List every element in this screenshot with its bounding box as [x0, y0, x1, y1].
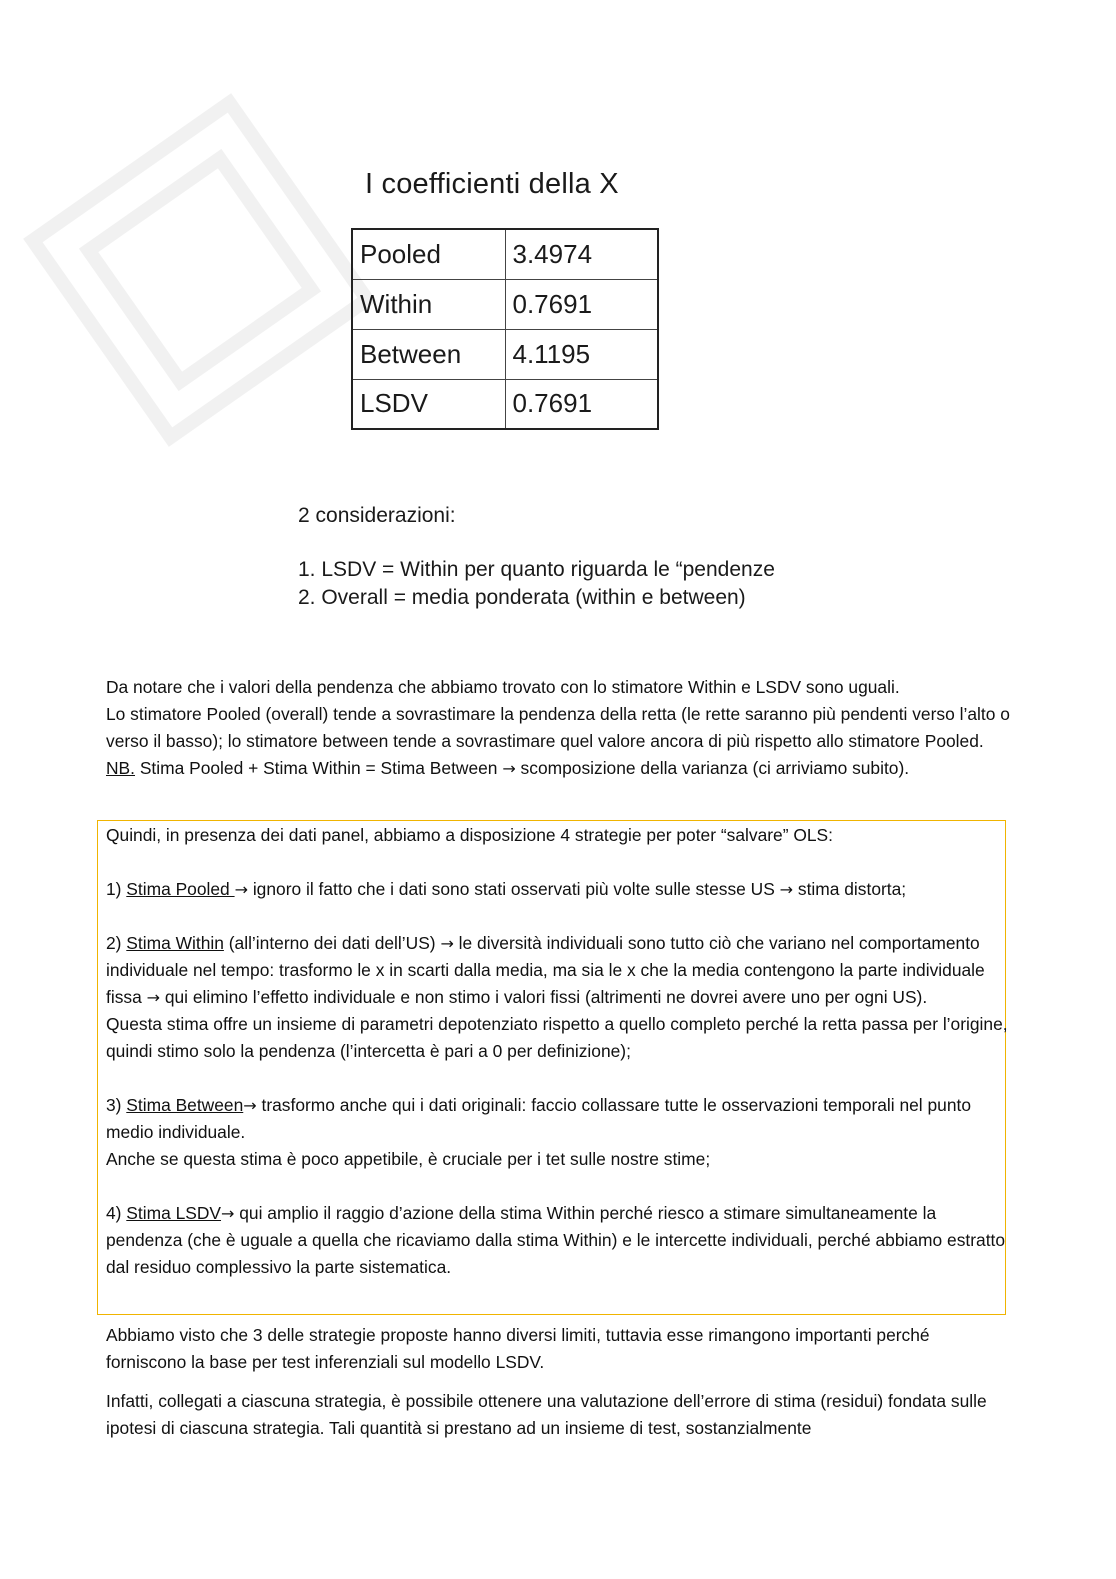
consideration-item: 2. Overall = media ponderata (within e between) [298, 586, 746, 609]
strategy-between [106, 1092, 1011, 1146]
table-row [352, 279, 658, 329]
row-value: 3.4974 [505, 229, 658, 279]
figure-title: I coefficienti della X [365, 168, 619, 200]
table-row [352, 379, 658, 429]
table-row [352, 229, 658, 279]
strategy-between-note: Anche se questa stima è poco appetibile, è cruciale per i tet sulle nostre stime; [106, 1149, 711, 1169]
strategy-label: Stima Between [126, 1095, 244, 1115]
strategy-text: le diversità individuali sono tutto ciò che variano nel comportamento individuale nel tempo: trasformo le x in scarti dalla media, ma sia le x che la media contengono la parte individuale fissa [106, 933, 985, 1007]
strategy-text: trasformo anche qui i dati originali: faccio collassare tutte le osservazioni temporali nel punto medio individuale. [106, 1095, 972, 1142]
row-label: Pooled [352, 229, 505, 279]
strategy-number: 4) [106, 1203, 127, 1223]
strategy-lsdv [106, 1200, 1011, 1281]
strategy-within [106, 930, 1011, 1011]
arrow-icon: → [221, 1204, 235, 1223]
strategy-within-note: Questa stima offre un insieme di parametri depotenziato rispetto a quello completo perché la retta passa per l’origine, quindi stimo solo la pendenza (l’intercetta è pari a 0 per definizione); [106, 1014, 1008, 1061]
strategy-pooled [106, 876, 1011, 903]
strategy-number: 2) [106, 933, 127, 953]
strategy-number: 1) [106, 879, 127, 899]
closing-paragraph: Infatti, collegati a ciascuna strategia, è possibile ottenere una valutazione dell’errore di stima (residui) fondata sulle ipotesi di ciascuna strategia. Tali quantità si prestano ad un insieme di test, sostanzialmente [106, 1391, 987, 1438]
row-value: 0.7691 [505, 279, 658, 329]
arrow-icon: → [146, 988, 160, 1007]
row-label: Between [352, 329, 505, 379]
strategy-label: Stima LSDV [126, 1203, 222, 1223]
strategy-text: qui elimino l’effetto individuale e non stimo i valori fissi (altrimenti ne dovrei avere uno per ogni US). [160, 987, 928, 1007]
arrow-icon: → [779, 880, 794, 899]
intro-line: Da notare che i valori della pendenza che abbiamo trovato con lo stimatore Within e LSDV sono uguali. [106, 677, 900, 697]
strategy-text: ignoro il fatto che i dati sono stati osservati più volte sulle stesse US [247, 879, 780, 899]
watermark-logo [20, 60, 380, 480]
row-value: 0.7691 [505, 379, 658, 429]
row-label: LSDV [352, 379, 505, 429]
closing-paragraphs [106, 1322, 1011, 1454]
nb-note [106, 755, 1011, 782]
nb-text: Stima Pooled + Stima Within = Stima Between [135, 758, 503, 778]
arrow-icon: → [502, 759, 516, 778]
table-row [352, 329, 658, 379]
strategy-label: Stima Pooled [126, 879, 235, 899]
strategy-label: Stima Within [126, 933, 224, 953]
considerations-title: 2 considerazioni: [298, 504, 456, 527]
arrow-icon: → [234, 880, 248, 899]
nb-label: NB. [106, 758, 135, 778]
strategy-text: stima distorta; [793, 879, 907, 899]
consideration-item: 1. LSDV = Within per quanto riguarda le “pendenze [298, 558, 775, 581]
arrow-icon: → [243, 1096, 257, 1115]
nb-text: scomposizione della varianza (ci arriviamo subito). [515, 758, 910, 778]
strategy-number: 3) [106, 1095, 127, 1115]
row-label: Within [352, 279, 505, 329]
coefficients-table [351, 228, 659, 430]
strategy-text: qui amplio il raggio d’azione della stima Within perché riesco a stimare simultaneamente la pendenza (che è uguale a quella che ricaviamo dalla stima Within) e le intercette individuali, perché abbiamo estratto dal residuo complessivo la parte sistematica. [106, 1203, 1006, 1277]
intro-paragraph [106, 674, 1011, 782]
strategy-text: (all’interno dei dati dell’US) [223, 933, 441, 953]
intro-line: Lo stimatore Pooled (overall) tende a sovrastimare la pendenza della retta (le rette saranno più pendenti verso l’alto o verso il basso); lo stimatore between tende a sovrastimare quel valore ancora di più rispetto allo stimatore Pooled. [106, 704, 1010, 751]
arrow-icon: → [440, 934, 454, 953]
considerations [298, 504, 775, 612]
row-value: 4.1195 [505, 329, 658, 379]
strategies-intro: Quindi, in presenza dei dati panel, abbiamo a disposizione 4 strategie per poter “salvare” OLS: [106, 825, 833, 845]
considerations-list [298, 556, 775, 612]
closing-paragraph: Abbiamo visto che 3 delle strategie proposte hanno diversi limiti, tuttavia esse rimangono importanti perché forniscono la base per test inferenziali sul modello LSDV. [106, 1325, 930, 1372]
strategies-content [106, 822, 1011, 1281]
